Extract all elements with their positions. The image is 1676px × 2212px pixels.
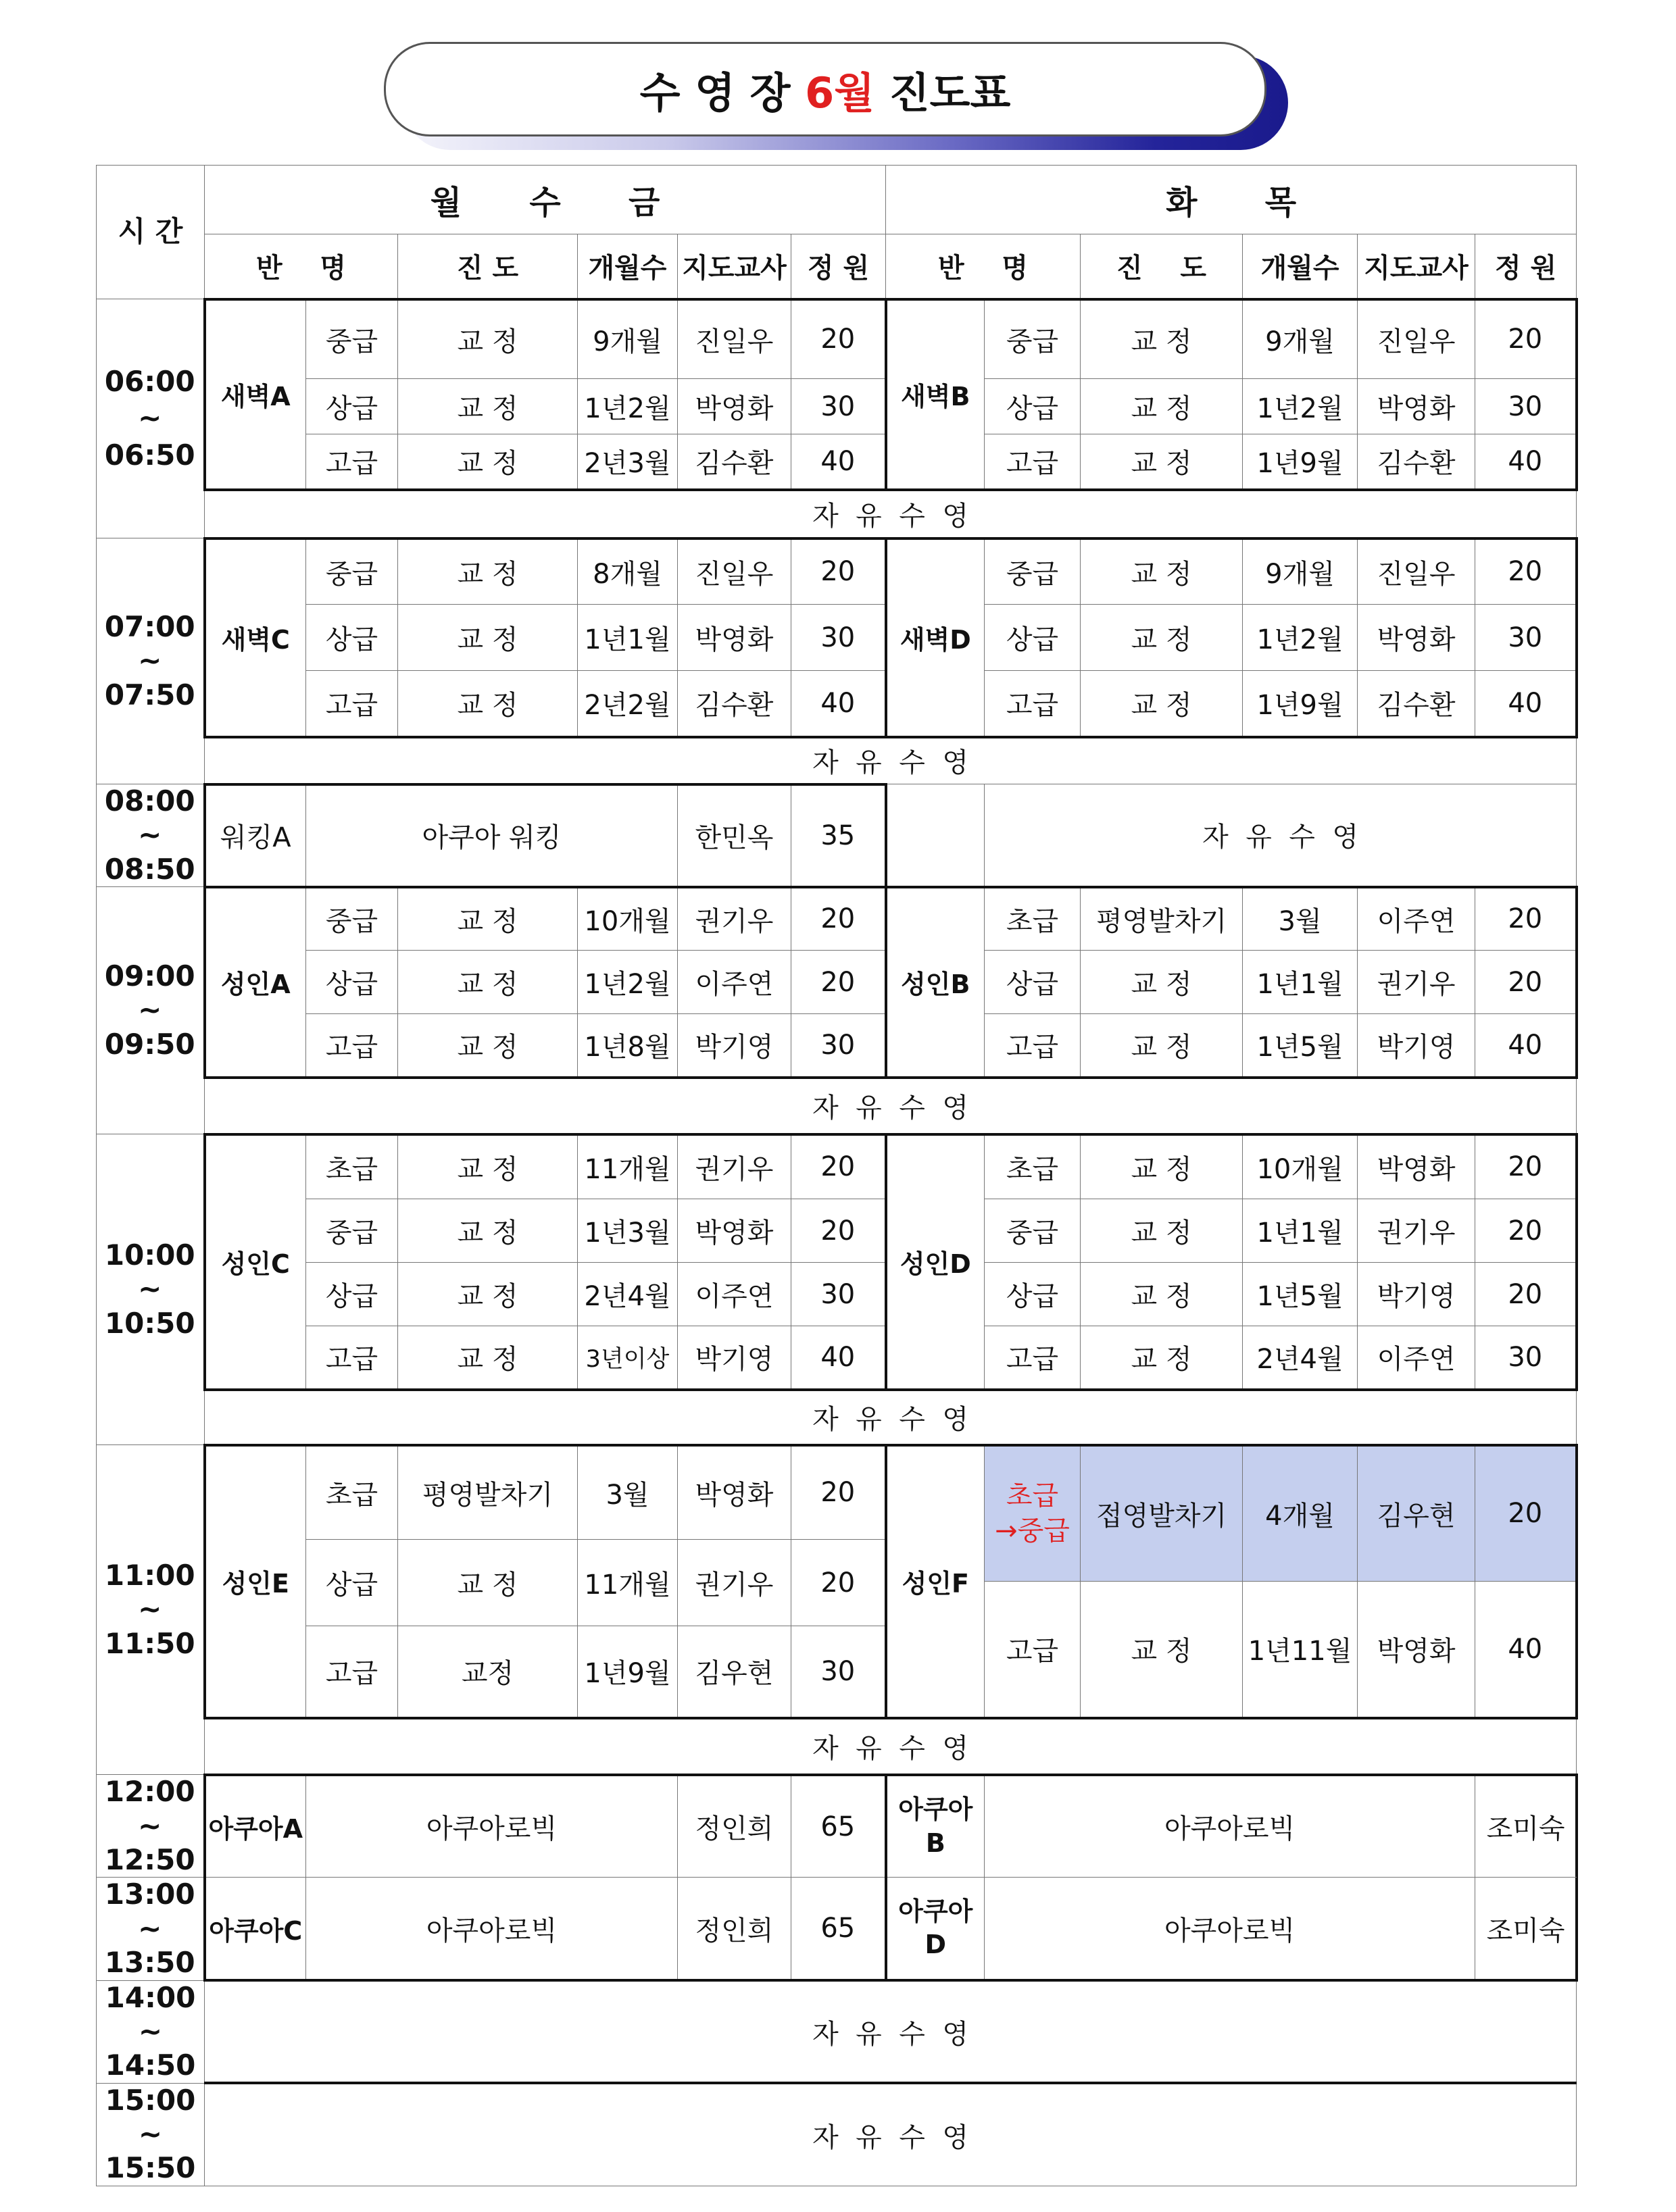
progress-cell: 교 정 <box>398 1134 578 1199</box>
class-name-aqua-b: 아쿠아 B <box>886 1775 985 1878</box>
time-slot-0800: 08:00 ~ 08:50 <box>97 784 205 887</box>
header-tue-thu: 화 목 <box>886 166 1577 234</box>
class-name-aqua-c: 아쿠아C <box>205 1878 306 1980</box>
progress-cell: 교 정 <box>398 671 578 737</box>
level-cell: 고급 <box>306 1626 398 1718</box>
teacher-cell: 이주연 <box>1358 1326 1475 1390</box>
teacher-cell: 권기우 <box>678 1540 791 1626</box>
teacher-cell: 이주연 <box>678 951 791 1014</box>
months-cell: 10개월 <box>578 887 678 951</box>
months-cell: 9개월 <box>1243 299 1358 379</box>
capacity-cell: 40 <box>791 434 886 490</box>
progress-cell: 평영발차기 <box>1081 887 1243 951</box>
progress-cell: 교 정 <box>398 1263 578 1326</box>
progress-cell: 아쿠아로빅 <box>985 1878 1475 1980</box>
level-cell: 상급 <box>985 1263 1081 1326</box>
progress-cell: 아쿠아 워킹 <box>306 784 678 887</box>
free-swim-cell: 자 유 수 영 <box>985 784 1577 887</box>
teacher-cell: 박영화 <box>1358 1134 1475 1199</box>
teacher-cell: 진일우 <box>1358 538 1475 605</box>
table-row <box>97 299 1577 379</box>
table-row <box>97 1775 1577 1878</box>
months-cell: 1년2월 <box>578 379 678 434</box>
time-slot-0600: 06:00 ~ 06:50 <box>97 299 205 538</box>
progress-cell: 교 정 <box>398 379 578 434</box>
progress-cell: 아쿠아로빅 <box>985 1775 1475 1878</box>
class-name-adult-a: 성인A <box>205 887 306 1078</box>
teacher-cell: 권기우 <box>1358 1199 1475 1263</box>
capacity-cell: 20 <box>791 951 886 1014</box>
table-row <box>97 784 1577 887</box>
level-cell-highlighted: 초급 →중급 <box>985 1445 1081 1582</box>
capacity-cell: 65 <box>791 1775 886 1878</box>
months-cell: 1년5월 <box>1243 1263 1358 1326</box>
level-cell: 초급 <box>306 1134 398 1199</box>
title-suffix: 진도표 <box>874 68 1011 118</box>
free-swim-cell: 자 유 수 영 <box>205 490 1577 538</box>
teacher-cell: 진일우 <box>678 538 791 605</box>
teacher-cell: 정인희 <box>678 1878 791 1980</box>
time-slot-1200: 12:00 ~ 12:50 <box>97 1775 205 1878</box>
progress-cell: 교 정 <box>1081 1199 1243 1263</box>
level-cell: 고급 <box>985 1326 1081 1390</box>
months-cell: 9개월 <box>578 299 678 379</box>
progress-cell: 교 정 <box>1081 1582 1243 1718</box>
months-cell: 1년2월 <box>578 951 678 1014</box>
progress-cell: 교 정 <box>1081 1014 1243 1078</box>
months-cell: 2년2월 <box>578 671 678 737</box>
capacity-cell: 30 <box>791 1626 886 1718</box>
teacher-cell: 이주연 <box>678 1263 791 1326</box>
months-cell: 2년4월 <box>1243 1326 1358 1390</box>
teacher-cell: 박영화 <box>1358 379 1475 434</box>
teacher-cell: 김수환 <box>1358 671 1475 737</box>
teacher-cell: 박영화 <box>678 1199 791 1263</box>
level-cell: 상급 <box>306 379 398 434</box>
title-box <box>384 42 1266 136</box>
class-name-dawn-d: 새벽D <box>886 538 985 737</box>
capacity-cell: 20 <box>1475 1134 1577 1199</box>
free-swim-cell: 자 유 수 영 <box>205 737 1577 784</box>
months-cell: 3월 <box>1243 887 1358 951</box>
free-swim-row <box>97 1078 1577 1134</box>
table-row <box>97 951 1577 1014</box>
time-slot-1400: 14:00 ~ 14:50 <box>97 1980 205 2083</box>
table-row <box>97 434 1577 490</box>
teacher-cell: 김수환 <box>678 671 791 737</box>
teacher-cell: 박기영 <box>1358 1263 1475 1326</box>
class-name-adult-d: 성인D <box>886 1134 985 1390</box>
header-progress-left: 진 도 <box>398 234 578 299</box>
capacity-cell: 40 <box>1475 1014 1577 1078</box>
table-row <box>97 538 1577 605</box>
teacher-cell: 권기우 <box>678 887 791 951</box>
free-swim-row <box>97 2083 1577 2186</box>
teacher-cell: 권기우 <box>1358 951 1475 1014</box>
class-name-adult-b: 성인B <box>886 887 985 1078</box>
free-swim-row <box>97 1980 1577 2083</box>
title-month: 6월 <box>805 68 875 118</box>
capacity-cell: 30 <box>791 379 886 434</box>
capacity-cell: 30 <box>1475 379 1577 434</box>
class-name-adult-e: 성인E <box>205 1445 306 1718</box>
teacher-cell: 박기영 <box>678 1326 791 1390</box>
progress-cell: 교 정 <box>398 951 578 1014</box>
level-cell: 초급 <box>985 887 1081 951</box>
progress-cell: 교 정 <box>398 538 578 605</box>
capacity-cell: 20 <box>1475 299 1577 379</box>
months-cell: 9개월 <box>1243 538 1358 605</box>
time-slot-1100: 11:00 ~ 11:50 <box>97 1445 205 1775</box>
header-mon-wed-fri: 월 수 금 <box>205 166 886 234</box>
progress-cell: 교 정 <box>398 1540 578 1626</box>
level-cell: 상급 <box>306 951 398 1014</box>
free-swim-cell: 자 유 수 영 <box>205 1078 1577 1134</box>
time-slot-1500: 15:00 ~ 15:50 <box>97 2083 205 2186</box>
level-cell: 중급 <box>306 887 398 951</box>
class-name-dawn-a: 새벽A <box>205 299 306 490</box>
level-cell: 고급 <box>306 434 398 490</box>
months-cell: 1년1월 <box>1243 951 1358 1014</box>
level-cell: 고급 <box>985 1014 1081 1078</box>
months-cell: 10개월 <box>1243 1134 1358 1199</box>
table-row <box>97 1326 1577 1390</box>
teacher-cell: 박기영 <box>1358 1014 1475 1078</box>
level-cell: 고급 <box>306 671 398 737</box>
teacher-cell: 권기우 <box>678 1134 791 1199</box>
teacher-cell: 김수환 <box>678 434 791 490</box>
header-capacity-right: 정 원 <box>1475 234 1577 299</box>
progress-cell: 교 정 <box>1081 538 1243 605</box>
capacity-cell: 30 <box>791 605 886 671</box>
capacity-cell: 20 <box>1475 951 1577 1014</box>
progress-cell: 교 정 <box>1081 1326 1243 1390</box>
progress-cell: 교 정 <box>398 1199 578 1263</box>
capacity-cell: 20 <box>791 1134 886 1199</box>
header-months-left: 개월수 <box>578 234 678 299</box>
table-row <box>97 379 1577 434</box>
table-row <box>97 1878 1577 1980</box>
months-cell: 1년9월 <box>1243 434 1358 490</box>
level-cell: 초급 <box>985 1134 1081 1199</box>
free-swim-cell: 자 유 수 영 <box>205 1980 1577 2083</box>
level-cell: 상급 <box>985 951 1081 1014</box>
level-cell: 중급 <box>985 1199 1081 1263</box>
teacher-cell: 조미숙 <box>1475 1775 1577 1878</box>
table-row <box>97 1014 1577 1078</box>
class-name-walking-a: 워킹A <box>205 784 306 887</box>
free-swim-row <box>97 490 1577 538</box>
header-capacity-left: 정 원 <box>791 234 886 299</box>
progress-cell: 교정 <box>398 1626 578 1718</box>
free-swim-row <box>97 737 1577 784</box>
free-swim-cell: 자 유 수 영 <box>205 1718 1577 1775</box>
level-cell: 고급 <box>985 434 1081 490</box>
header-time: 시 간 <box>97 166 205 299</box>
months-cell: 3년이상 <box>578 1326 678 1390</box>
progress-cell-highlighted: 접영발차기 <box>1081 1445 1243 1582</box>
progress-cell: 교 정 <box>398 1014 578 1078</box>
capacity-cell: 30 <box>1475 605 1577 671</box>
capacity-cell: 20 <box>1475 538 1577 605</box>
table-row <box>97 1199 1577 1263</box>
teacher-cell: 김우현 <box>678 1626 791 1718</box>
capacity-cell: 20 <box>791 538 886 605</box>
teacher-cell: 박영화 <box>678 379 791 434</box>
progress-cell: 교 정 <box>1081 1263 1243 1326</box>
table-row <box>97 1445 1577 1540</box>
progress-cell: 교 정 <box>398 605 578 671</box>
capacity-cell: 30 <box>791 1014 886 1078</box>
free-swim-row <box>97 1390 1577 1445</box>
header-months-right: 개월수 <box>1243 234 1358 299</box>
level-cell: 중급 <box>985 299 1081 379</box>
progress-cell: 교 정 <box>398 299 578 379</box>
months-cell: 1년9월 <box>578 1626 678 1718</box>
table-row <box>97 671 1577 737</box>
free-swim-cell: 자 유 수 영 <box>205 1390 1577 1445</box>
teacher-cell: 한민옥 <box>678 784 791 887</box>
level-cell: 중급 <box>306 1199 398 1263</box>
capacity-cell: 40 <box>791 671 886 737</box>
months-cell: 1년9월 <box>1243 671 1358 737</box>
level-cell: 고급 <box>985 671 1081 737</box>
months-cell: 1년3월 <box>578 1199 678 1263</box>
months-cell-highlighted: 4개월 <box>1243 1445 1358 1582</box>
level-cell: 상급 <box>306 1263 398 1326</box>
teacher-cell: 박영화 <box>1358 1582 1475 1718</box>
months-cell: 8개월 <box>578 538 678 605</box>
teacher-cell: 박기영 <box>678 1014 791 1078</box>
progress-cell: 교 정 <box>1081 951 1243 1014</box>
progress-cell: 교 정 <box>398 1326 578 1390</box>
capacity-cell: 20 <box>791 1540 886 1626</box>
months-cell: 1년11월 <box>1243 1582 1358 1718</box>
capacity-cell: 20 <box>791 1199 886 1263</box>
class-name-adult-f: 성인F <box>886 1445 985 1718</box>
capacity-cell: 20 <box>791 887 886 951</box>
capacity-cell: 20 <box>1475 887 1577 951</box>
header-class-right: 반 명 <box>886 234 1081 299</box>
level-cell: 중급 <box>306 299 398 379</box>
capacity-cell: 20 <box>791 1445 886 1540</box>
time-slot-0700: 07:00 ~ 07:50 <box>97 538 205 784</box>
capacity-cell: 40 <box>791 1326 886 1390</box>
progress-cell: 교 정 <box>1081 379 1243 434</box>
level-cell: 중급 <box>306 538 398 605</box>
level-cell: 고급 <box>985 1582 1081 1718</box>
months-cell: 11개월 <box>578 1540 678 1626</box>
table-row <box>97 1134 1577 1199</box>
capacity-cell-highlighted: 20 <box>1475 1445 1577 1582</box>
header-teacher-left: 지도교사 <box>678 234 791 299</box>
class-name-dawn-b: 새벽B <box>886 299 985 490</box>
table-row <box>97 605 1577 671</box>
progress-cell: 평영발차기 <box>398 1445 578 1540</box>
level-cell: 고급 <box>306 1326 398 1390</box>
months-cell: 1년2월 <box>1243 605 1358 671</box>
class-name-dawn-c: 새벽C <box>205 538 306 737</box>
schedule-table <box>96 165 1578 2186</box>
capacity-cell: 20 <box>1475 1199 1577 1263</box>
teacher-cell: 이주연 <box>1358 887 1475 951</box>
teacher-cell: 박영화 <box>1358 605 1475 671</box>
months-cell: 11개월 <box>578 1134 678 1199</box>
empty-cell <box>886 784 985 887</box>
header-row-days <box>97 166 1577 234</box>
teacher-cell: 조미숙 <box>1475 1878 1577 1980</box>
progress-cell: 교 정 <box>1081 299 1243 379</box>
free-swim-cell: 자 유 수 영 <box>205 2083 1577 2186</box>
teacher-cell: 진일우 <box>1358 299 1475 379</box>
class-name-aqua-d: 아쿠아 D <box>886 1878 985 1980</box>
table-row <box>97 887 1577 951</box>
level-cell: 상급 <box>306 1540 398 1626</box>
header-class-left: 반 명 <box>205 234 398 299</box>
months-cell: 3월 <box>578 1445 678 1540</box>
level-cell: 상급 <box>985 379 1081 434</box>
level-cell: 고급 <box>306 1014 398 1078</box>
progress-cell: 교 정 <box>1081 605 1243 671</box>
header-progress-right: 진 도 <box>1081 234 1243 299</box>
progress-cell: 교 정 <box>398 434 578 490</box>
progress-cell: 아쿠아로빅 <box>306 1775 678 1878</box>
progress-cell: 교 정 <box>398 887 578 951</box>
capacity-cell: 35 <box>791 784 886 887</box>
capacity-cell: 30 <box>1475 1326 1577 1390</box>
level-cell: 중급 <box>985 538 1081 605</box>
capacity-cell: 20 <box>791 299 886 379</box>
months-cell: 1년1월 <box>1243 1199 1358 1263</box>
capacity-cell: 40 <box>1475 671 1577 737</box>
title-prefix: 수 영 장 <box>639 68 806 118</box>
progress-cell: 교 정 <box>1081 671 1243 737</box>
progress-cell: 아쿠아로빅 <box>306 1878 678 1980</box>
teacher-cell: 진일우 <box>678 299 791 379</box>
time-slot-0900: 09:00 ~ 09:50 <box>97 887 205 1134</box>
teacher-cell: 박영화 <box>678 1445 791 1540</box>
capacity-cell: 40 <box>1475 434 1577 490</box>
time-slot-1300: 13:00 ~ 13:50 <box>97 1878 205 1980</box>
teacher-cell-highlighted: 김우현 <box>1358 1445 1475 1582</box>
progress-cell: 교 정 <box>1081 434 1243 490</box>
teacher-cell: 박영화 <box>678 605 791 671</box>
months-cell: 2년4월 <box>578 1263 678 1326</box>
table-row <box>97 1263 1577 1326</box>
header-row-columns <box>97 234 1577 299</box>
teacher-cell: 정인희 <box>678 1775 791 1878</box>
months-cell: 1년8월 <box>578 1014 678 1078</box>
class-name-aqua-a: 아쿠아A <box>205 1775 306 1878</box>
months-cell: 1년5월 <box>1243 1014 1358 1078</box>
months-cell: 1년2월 <box>1243 379 1358 434</box>
capacity-cell: 30 <box>791 1263 886 1326</box>
teacher-cell: 김수환 <box>1358 434 1475 490</box>
capacity-cell: 65 <box>791 1878 886 1980</box>
months-cell: 2년3월 <box>578 434 678 490</box>
level-cell: 초급 <box>306 1445 398 1540</box>
title-banner <box>384 42 1289 150</box>
level-cell: 상급 <box>306 605 398 671</box>
header-teacher-right: 지도교사 <box>1358 234 1475 299</box>
class-name-adult-c: 성인C <box>205 1134 306 1390</box>
capacity-cell: 20 <box>1475 1263 1577 1326</box>
time-slot-1000: 10:00 ~ 10:50 <box>97 1134 205 1445</box>
free-swim-row <box>97 1718 1577 1775</box>
months-cell: 1년1월 <box>578 605 678 671</box>
capacity-cell: 40 <box>1475 1582 1577 1718</box>
progress-cell: 교 정 <box>1081 1134 1243 1199</box>
level-cell: 상급 <box>985 605 1081 671</box>
